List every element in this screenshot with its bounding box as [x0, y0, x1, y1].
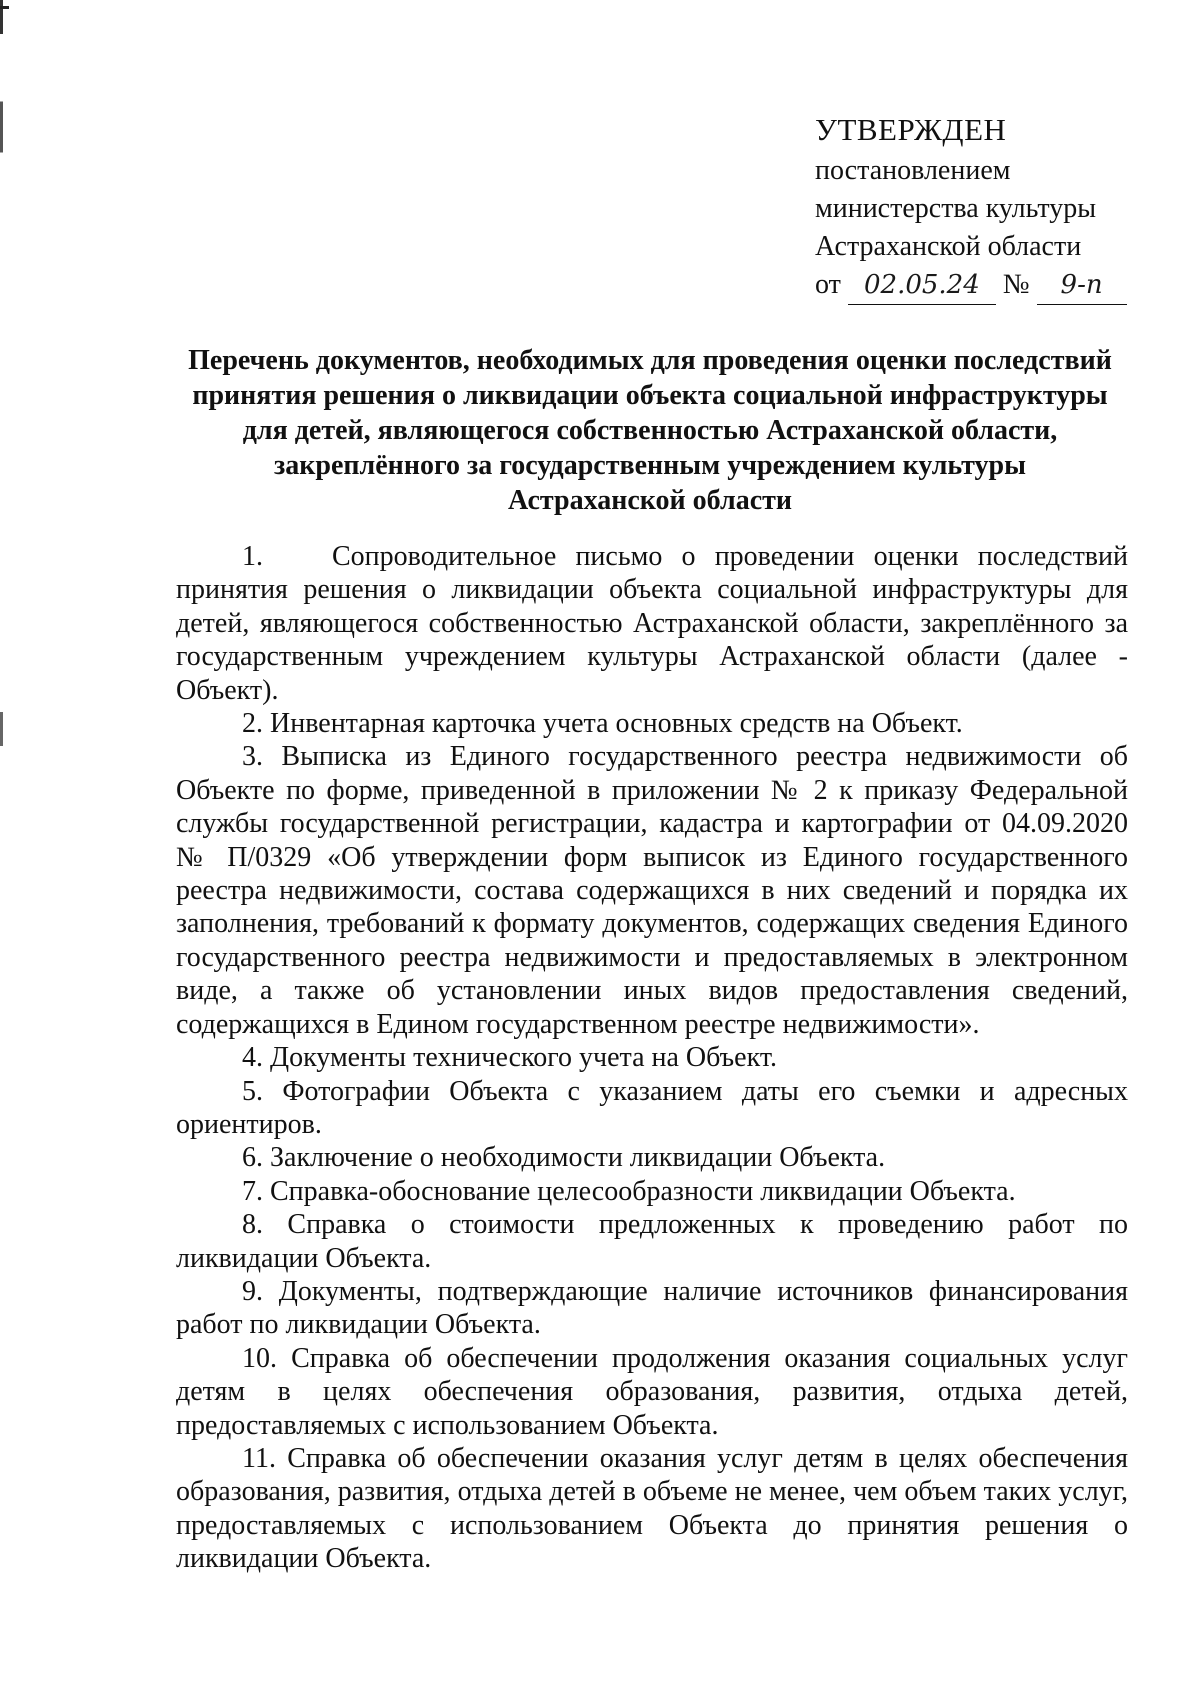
- approval-block: [815, 108, 1155, 305]
- list-item-text: Выписка из Единого государственного реестра недвижимости об Объекте по форме, приведенной в приложении № 2 к приказу Федеральной службы государственной регистрации, кадастра и картографии от 04.09.2020 № П/0329 «Об утверждении форм выписок из Единого государственного реестра недвижимости, состава содержащихся в них сведений и порядка их заполнения, требований к формату документов, содержащих сведения Единого государственного реестра недвижимости и предоставляемых в электронном виде, а также об установлении иных видов предоставления сведений, содержащихся в Едином государственном реестре недвижимости».: [176, 741, 1129, 1040]
- list-item-text: Справка об обеспечении оказания услуг детям в целях обеспечения образования, развития, отдыха детей в объеме не менее, чем объем таких услуг, предоставляемых с использованием Объекта до принятия решения о ликвидации Объекта.: [176, 1442, 1128, 1575]
- scan-edge-mark: [0, 6, 9, 9]
- list-item-text: Документы, подтверждающие наличие источников финансирования работ по ликвидации Объекта.: [176, 1275, 1128, 1341]
- heading-line: закреплённого за государственным учреждением культуры: [274, 450, 1026, 481]
- list-item-number: 9.: [242, 1275, 263, 1307]
- heading-line: принятия решения о ликвидации объекта социальной инфраструктуры: [192, 380, 1108, 411]
- list-item-number: 2.: [242, 708, 263, 740]
- list-item: [176, 540, 1128, 707]
- list-item-number: 10.: [242, 1342, 277, 1374]
- list-item-text: Справка-обоснование целесообразности ликвидации Объекта.: [270, 1175, 1016, 1207]
- list-item-text: Сопроводительное письмо о проведении оценки последствий принятия решения о ликвидации объекта социальной инфраструктуры для детей, являющегося собственностью Астраханской области, закреплённого за государственным учреждением культуры Астраханской области (далее - Объект).: [176, 541, 1128, 706]
- list-item-number: 1.: [242, 541, 263, 572]
- approval-date-value: 02.05.24: [848, 266, 996, 305]
- list-item-text: Заключение о необходимости ликвидации Объекта.: [270, 1142, 886, 1174]
- list-item-text: Справка о стоимости предложенных к проведению работ по ликвидации Объекта.: [176, 1209, 1128, 1274]
- approval-number-value: 9-п: [1037, 266, 1127, 305]
- approval-line-3: Астраханской области: [815, 231, 1082, 262]
- list-item: [176, 1141, 1128, 1174]
- list-item: [176, 740, 1128, 1041]
- list-item-number: 3.: [242, 741, 263, 773]
- approval-number-sign: №: [1002, 269, 1030, 300]
- document-heading: [150, 343, 1150, 518]
- approval-title: УТВЕРЖДЕН: [815, 112, 1007, 147]
- list-item-text: Документы технического учета на Объект.: [270, 1042, 777, 1074]
- document-list: [176, 540, 1128, 1576]
- approval-line-1: постановлением: [815, 155, 1011, 186]
- approval-date-line: [815, 266, 1155, 305]
- list-item-number: 4.: [242, 1042, 263, 1074]
- list-item: [176, 707, 1128, 740]
- list-item: [176, 1342, 1128, 1442]
- approval-line-2: министерства культуры: [815, 193, 1097, 224]
- approval-date-prefix: от: [815, 269, 841, 300]
- list-item: [176, 1075, 1128, 1142]
- list-item-number: 8.: [242, 1209, 263, 1241]
- heading-line: Перечень документов, необходимых для проведения оценки последствий: [188, 345, 1112, 376]
- list-item-text: Инвентарная карточка учета основных средств на Объект.: [270, 708, 963, 740]
- list-item-number: 7.: [242, 1175, 263, 1207]
- list-item-number: 5.: [242, 1075, 263, 1107]
- list-item: [176, 1208, 1128, 1275]
- list-item: [176, 1442, 1128, 1576]
- list-item-number: 11.: [242, 1442, 276, 1474]
- list-item-number: 6.: [242, 1142, 263, 1174]
- heading-line: для детей, являющегося собственностью Астраханской области,: [242, 415, 1058, 446]
- heading-line: Астраханской области: [507, 485, 793, 516]
- scan-edge-artifact: [0, 0, 3, 1695]
- list-item-text: Фотографии Объекта с указанием даты его съемки и адресных ориентиров.: [176, 1075, 1128, 1140]
- list-item-text: Справка об обеспечении продолжения оказания социальных услуг детям в целях обеспечения образования, развития, отдыха детей, предоставляемых с использованием Объекта.: [176, 1342, 1128, 1441]
- list-item: [176, 1175, 1128, 1208]
- list-item: [176, 1041, 1128, 1074]
- list-item: [176, 1275, 1128, 1342]
